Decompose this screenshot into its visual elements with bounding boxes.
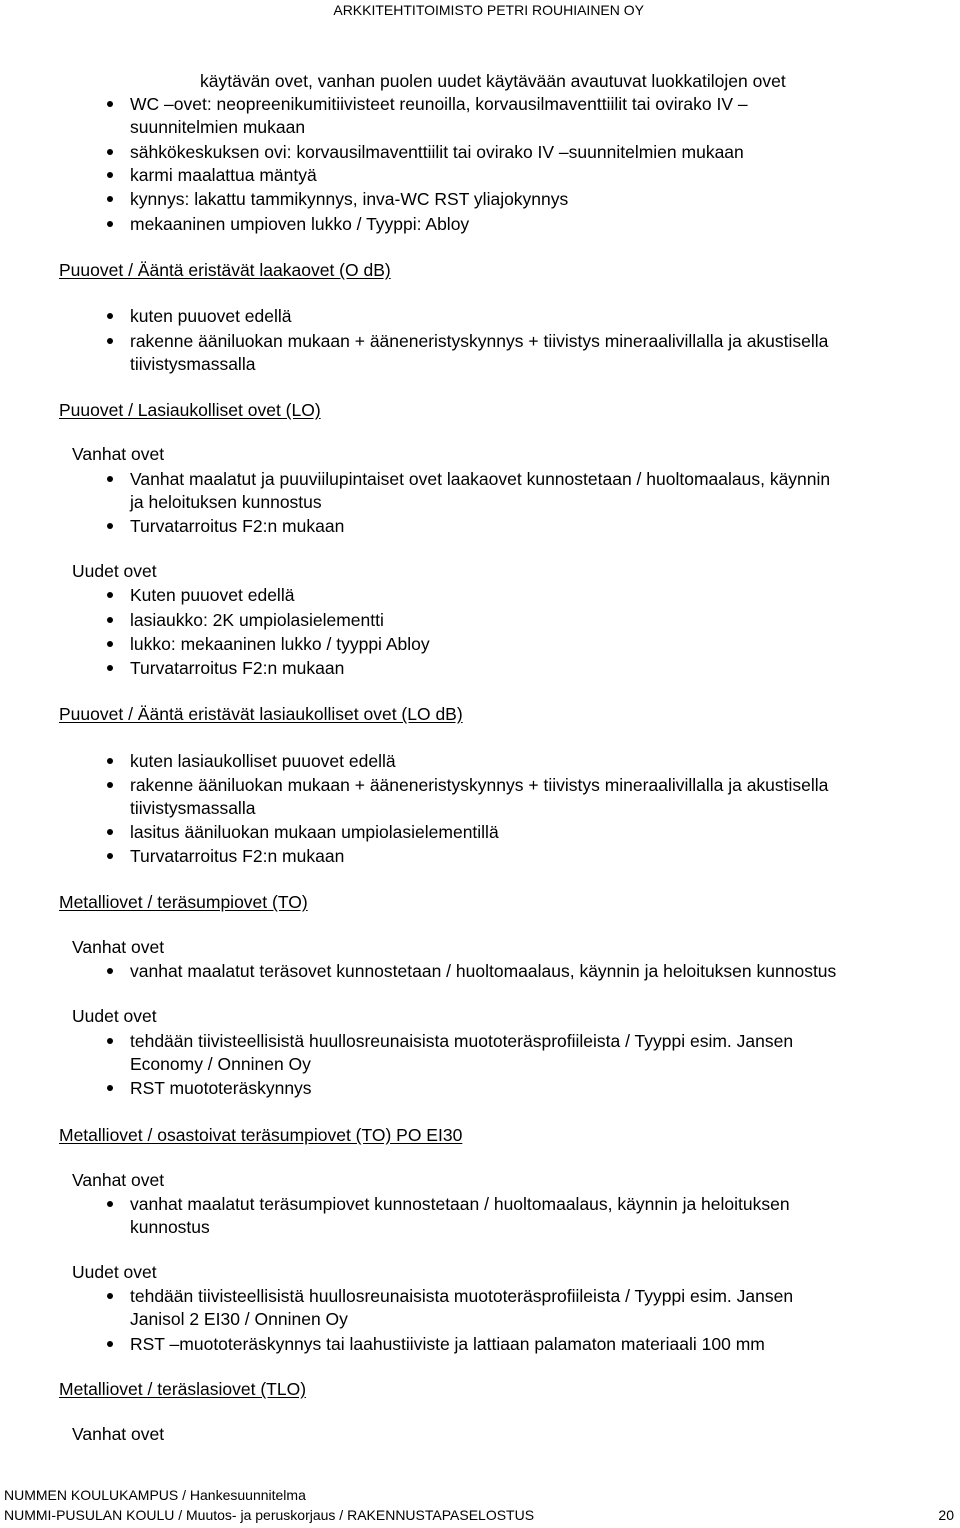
bullet-icon xyxy=(107,1341,113,1347)
list-item: tehdään tiivisteellisistä huullosreunaisista muototeräsprofiileista / Tyyppi esim. Jansen xyxy=(130,1031,794,1051)
bullet-icon xyxy=(107,101,113,107)
list-item: Turvatarroitus F2:n mukaan xyxy=(130,658,345,678)
list-item: lasitus ääniluokan mukaan umpiolasielementillä xyxy=(130,822,499,842)
list-item: rakenne ääniluokan mukaan + ääneneristyskynnys + tiivistys mineraalivillalla ja akustisella xyxy=(130,775,829,795)
bullet-icon xyxy=(107,523,113,529)
list-item: Kuten puuovet edellä xyxy=(130,585,295,605)
bullet-icon xyxy=(107,1201,113,1207)
bullet-icon xyxy=(107,617,113,623)
section-heading: Metalliovet / teräslasiovet (TLO) xyxy=(59,1379,307,1399)
list-item: mekaaninen umpioven lukko / Tyyppi: Abloy xyxy=(130,214,470,234)
subsection-label: Uudet ovet xyxy=(72,561,157,581)
bullet-icon xyxy=(107,758,113,764)
subsection-label: Vanhat ovet xyxy=(72,937,165,957)
list-item: Turvatarroitus F2:n mukaan xyxy=(130,516,345,536)
bullet-icon xyxy=(107,149,113,155)
list-item: RST –muototeräskynnys tai laahustiiviste ja lattiaan palamaton materiaali 100 mm xyxy=(130,1334,765,1354)
footer-project: NUMMEN KOULUKAMPUS / Hankesuunnitelma xyxy=(4,1487,306,1503)
bullet-icon xyxy=(107,172,113,178)
bullet-icon xyxy=(107,221,113,227)
section-heading: Puuovet / Ääntä eristävät laakaovet (O dB) xyxy=(59,260,391,280)
company-header: ARKKITEHTITOIMISTO PETRI ROUHIAINEN OY xyxy=(333,2,644,18)
list-item-continuation: Economy / Onninen Oy xyxy=(130,1054,311,1074)
list-item: Turvatarroitus F2:n mukaan xyxy=(130,846,345,866)
bullet-icon xyxy=(107,853,113,859)
subsection-label: Uudet ovet xyxy=(72,1262,157,1282)
bullet-icon xyxy=(107,829,113,835)
list-item-continuation: suunnitelmien mukaan xyxy=(130,117,306,137)
bullet-icon xyxy=(107,1038,113,1044)
list-item-continuation: tiivistysmassalla xyxy=(130,354,256,374)
list-item: RST muototeräskynnys xyxy=(130,1078,312,1098)
list-item: lukko: mekaaninen lukko / tyyppi Abloy xyxy=(130,634,430,654)
page-number: 20 xyxy=(938,1507,954,1523)
list-item-continuation: Janisol 2 EI30 / Onninen Oy xyxy=(130,1309,348,1329)
list-item: kuten puuovet edellä xyxy=(130,306,292,326)
bullet-icon xyxy=(107,641,113,647)
list-item: sähkökeskuksen ovi: korvausilmaventtiilit tai ovirako IV –suunnitelmien mukaan xyxy=(130,142,744,162)
section-heading: Puuovet / Ääntä eristävät lasiaukolliset ovet (LO dB) xyxy=(59,704,463,724)
list-item: karmi maalattua mäntyä xyxy=(130,165,317,185)
bullet-icon xyxy=(107,313,113,319)
bullet-icon xyxy=(107,1085,113,1091)
subsection-label: Uudet ovet xyxy=(72,1006,157,1026)
list-item: lasiaukko: 2K umpiolasielementti xyxy=(130,610,384,630)
bullet-icon xyxy=(107,196,113,202)
bullet-icon xyxy=(107,665,113,671)
text-line: käytävän ovet, vanhan puolen uudet käytävään avautuvat luokkatilojen ovet xyxy=(200,71,786,91)
list-item-continuation: tiivistysmassalla xyxy=(130,798,256,818)
list-item: vanhat maalatut teräsovet kunnostetaan / huoltomaalaus, käynnin ja heloituksen kunnostus xyxy=(130,961,837,981)
section-heading: Metalliovet / teräsumpiovet (TO) xyxy=(59,892,308,912)
list-item-continuation: ja heloituksen kunnostus xyxy=(130,492,322,512)
subsection-label: Vanhat ovet xyxy=(72,1424,165,1444)
list-item: vanhat maalatut teräsumpiovet kunnostetaan / huoltomaalaus, käynnin ja heloituksen xyxy=(130,1194,790,1214)
bullet-icon xyxy=(107,338,113,344)
bullet-icon xyxy=(107,968,113,974)
list-item: tehdään tiivisteellisistä huullosreunaisista muototeräsprofiileista / Tyyppi esim. Jansen xyxy=(130,1286,794,1306)
subsection-label: Vanhat ovet xyxy=(72,1170,165,1190)
section-heading: Metalliovet / osastoivat teräsumpiovet (TO) PO EI30 xyxy=(59,1125,463,1145)
section-heading: Puuovet / Lasiaukolliset ovet (LO) xyxy=(59,400,321,420)
list-item: WC –ovet: neopreenikumitiivisteet reunoilla, korvausilmaventtiilit tai ovirako IV – xyxy=(130,94,748,114)
list-item: rakenne ääniluokan mukaan + ääneneristyskynnys + tiivistys mineraalivillalla ja akustisella xyxy=(130,331,829,351)
subsection-label: Vanhat ovet xyxy=(72,444,165,464)
footer-document: NUMMI-PUSULAN KOULU / Muutos- ja peruskorjaus / RAKENNUSTAPASELOSTUS xyxy=(4,1507,535,1523)
list-item: kynnys: lakattu tammikynnys, inva-WC RST yliajokynnys xyxy=(130,189,569,209)
list-item-continuation: kunnostus xyxy=(130,1217,210,1237)
bullet-icon xyxy=(107,476,113,482)
bullet-icon xyxy=(107,1293,113,1299)
list-item: kuten lasiaukolliset puuovet edellä xyxy=(130,751,396,771)
bullet-icon xyxy=(107,592,113,598)
bullet-icon xyxy=(107,782,113,788)
list-item: Vanhat maalatut ja puuviilupintaiset ovet laakaovet kunnostetaan / huoltomaalaus, käynnin xyxy=(130,469,831,489)
